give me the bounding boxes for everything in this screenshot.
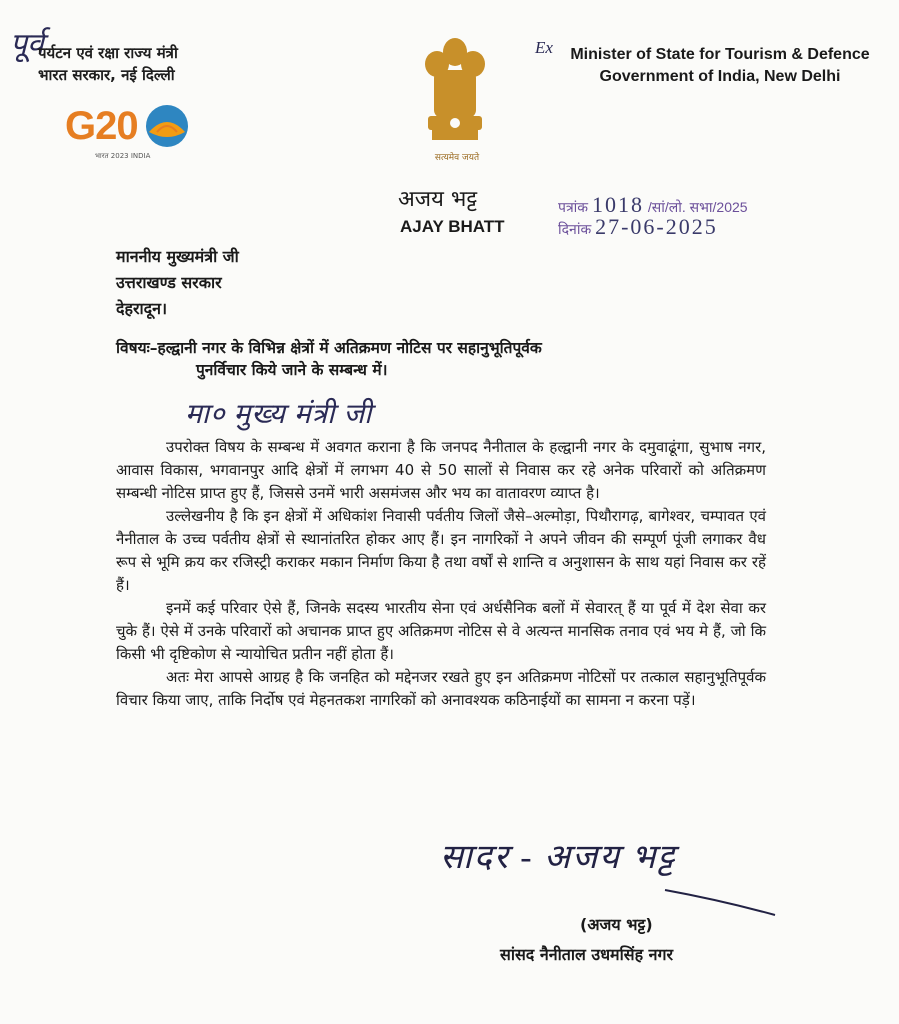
body-paragraph-3: इनमें कई परिवार ऐसे हैं, जिनके सदस्य भारतीय सेना एवं अर्धसैनिक बलों में सेवारत् हैं या पूर्व में देश सेवा कर चुके हैं। ऐसे में उनके परिवारों को अचानक प्राप्त हुए अतिक्रमण नोटिस से वे अत्यन्त मानसिक तनाव एवं भय मे हैं, जो कि किसी भी दृष्टिकोण से न्यायोचित प्रतीन नहीं होता हैं। (116, 599, 766, 663)
national-emblem-icon (410, 30, 500, 170)
patrank-label: पत्रांक (558, 199, 589, 215)
body-paragraph-4: अतः मेरा आपसे आग्रह है कि जनहित को मद्देनजर रखते हुए इन अतिक्रमण नोटिसों पर तत्काल सहानुभूतिपूर्वक विचार किया जाए, ताकि निर्दोष एवं मेहनतकश नागरिकों को अनावश्यक कठिनाईयों का सामना न करना पड़ें। (116, 668, 766, 709)
name-hindi: अजय भट्ट (398, 187, 478, 212)
g20-logo (65, 100, 195, 170)
handwritten-ex: Ex (535, 38, 553, 57)
address-line1: माननीय मुख्यमंत्री जी (116, 247, 239, 266)
signature-flourish-icon (660, 880, 780, 920)
handwritten-purv: पूर्व (10, 27, 44, 62)
handwritten-signature: सादर - अजय भट्ट (440, 839, 677, 876)
recipient-address (116, 244, 239, 322)
handwritten-salutation: मा० मुख्य मंत्री जी (185, 399, 373, 430)
signatory-name: (अजय भट्ट) (580, 915, 653, 934)
hindi-designation-line1: पर्यटन एवं रक्षा राज्य मंत्री (38, 44, 178, 62)
address-line3: देहरादून। (116, 299, 168, 318)
patrank-suffix: /सां/लो. सभा/2025 (647, 199, 748, 215)
name-english: AJAY BHATT (400, 217, 505, 236)
dinank-value: 27-06-2025 (595, 214, 718, 239)
subject-line2: पुनर्विचार किये जाने के सम्बन्ध में। (196, 361, 388, 379)
english-designation-line2: Government of India, New Delhi (599, 68, 841, 85)
g20-subtitle: भारत 2023 INDIA (95, 152, 151, 160)
hindi-designation (38, 42, 178, 86)
signatory-title: सांसद नैनीताल उधमसिंह नगर (500, 945, 674, 964)
g20-text: G20 (65, 104, 138, 148)
english-designation-line1: Minister of State for Tourism & Defence (570, 46, 870, 63)
patrank-number: 1018 (591, 192, 644, 217)
body-paragraph-2: उल्लेखनीय है कि इन क्षेत्रों में अधिकांश निवासी पर्वतीय जिलों जैसे–अल्मोड़ा, पिथौरागढ़, बागेश्वर, चम्पावत एवं नैनीताल के उच्च पर्वतीय क्षेत्रों से स्थानांतरित होकर आए हैं। इन नागरिकों ने अपने जीवन की सम्पूर्ण पूंजी लगाकर वैध रूप से भूमि क्रय कर रजिस्ट्री कराकर मकान निर्माण किया है तथा वर्षों से शान्ति व अनुशासन के साथ यहां निवास कर रहें हैं। (116, 507, 766, 594)
subject-line1: विषयः–हल्द्वानी नगर के विभिन्न क्षेत्रों में अतिक्रमण नोटिस पर सहानुभूतिपूर्वक (116, 339, 542, 357)
english-designation (560, 44, 880, 88)
hindi-designation-line2: भारत सरकार, नई दिल्ली (38, 66, 175, 84)
g20-lotus-icon (143, 102, 191, 150)
dinank-line (558, 214, 718, 240)
subject (116, 337, 796, 381)
emblem-motto: सत्यमेव जयते (434, 153, 480, 163)
dinank-label: दिनांक (558, 221, 592, 237)
body-paragraph-1: उपरोक्त विषय के सम्बन्ध में अवगत कराना है कि जनपद नैनीताल के हल्द्वानी नगर के दमुवाढूंगा, सुभाष नगर, आवास विकास, भगवानपुर आदि क्षेत्रों में लगभग 40 से 50 सालों से निवास कर रहे अनेक परिवारों को अतिक्रमण सम्बन्धी नोटिस प्राप्त हुए हैं, जिससे उनमें भारी असमंजस और भय का वातावरण व्याप्त है। (116, 438, 766, 502)
letter-body (116, 436, 766, 712)
address-line2: उत्तराखण्ड सरकार (116, 273, 222, 292)
